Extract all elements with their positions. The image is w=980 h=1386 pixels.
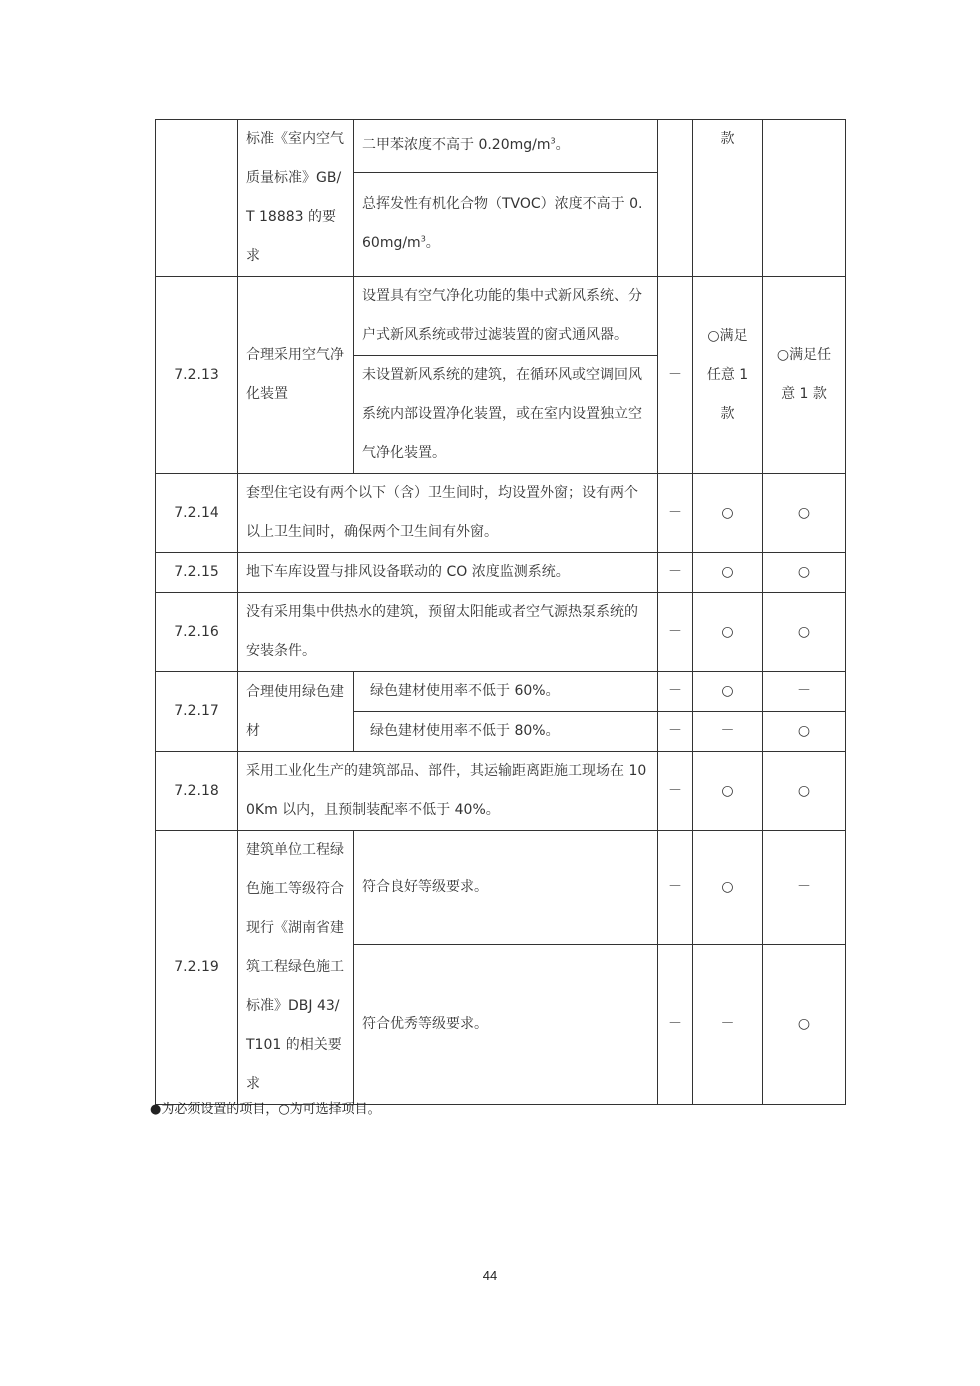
level-two-cell: － <box>763 672 846 712</box>
evaluation-table <box>155 119 846 1105</box>
requirement-cell: 符合良好等级要求。 <box>354 831 658 945</box>
mandatory-cell: － <box>658 474 693 553</box>
clause-number-cell: 7.2.13 <box>156 277 238 474</box>
table-row <box>156 831 846 945</box>
table-row <box>156 672 846 712</box>
mandatory-cell: － <box>658 712 693 752</box>
item-name-cell: 建筑单位工程绿色施工等级符合现行《湖南省建筑工程绿色施工标准》DBJ 43/T101 的相关要求 <box>238 831 354 1105</box>
clause-number-cell: 7.2.16 <box>156 593 238 672</box>
clause-number-cell: 7.2.15 <box>156 553 238 593</box>
item-name-cell: 标准《室内空气质量标准》GB/T 18883 的要求 <box>238 120 354 277</box>
page-number: 44 <box>482 1268 498 1283</box>
level-one-cell: ○ <box>693 672 763 712</box>
table-row <box>156 277 846 356</box>
requirement-cell: 设置具有空气净化功能的集中式新风系统、分户式新风系统或带过滤装置的窗式通风器。 <box>354 277 658 356</box>
mandatory-cell: － <box>658 752 693 831</box>
clause-number-cell <box>156 120 238 277</box>
level-two-cell: ○ <box>763 752 846 831</box>
requirement-cell: 套型住宅设有两个以下（含）卫生间时，均设置外窗；设有两个以上卫生间时，确保两个卫生间有外窗。 <box>238 474 658 553</box>
level-one-cell: － <box>693 944 763 1104</box>
requirement-cell: 二甲苯浓度不高于 $0.20mg/m^3$。 <box>354 120 658 173</box>
requirement-cell: 没有采用集中供热水的建筑，预留太阳能或者空气源热泵系统的安装条件。 <box>238 593 658 672</box>
level-one-cell: 款 <box>693 120 763 277</box>
table-footnote: ●为必须设置的项目，○为可选择项目。 <box>150 1102 381 1117</box>
mandatory-cell: － <box>658 593 693 672</box>
level-two-cell: － <box>763 831 846 945</box>
level-two-cell: ○ <box>763 593 846 672</box>
table-row <box>156 120 846 173</box>
clause-number-cell: 7.2.17 <box>156 672 238 752</box>
mandatory-cell: － <box>658 831 693 945</box>
mandatory-cell: － <box>658 672 693 712</box>
level-one-cell: － <box>693 712 763 752</box>
mandatory-cell: － <box>658 277 693 474</box>
level-two-cell: ○ <box>763 474 846 553</box>
item-name-cell: 合理采用空气净化装置 <box>238 277 354 474</box>
requirement-cell: 绿色建材使用率不低于 80%。 <box>354 712 658 752</box>
requirement-cell: 总挥发性有机化合物（TVOC）浓度不高于 $0.60mg/m^3$。 <box>354 172 658 276</box>
level-one-cell: ○ <box>693 553 763 593</box>
mandatory-cell: － <box>658 553 693 593</box>
table-row <box>156 553 846 593</box>
level-two-cell <box>763 120 846 277</box>
requirement-cell: 符合优秀等级要求。 <box>354 944 658 1104</box>
level-two-cell: ○ <box>763 712 846 752</box>
table-row <box>156 474 846 553</box>
level-two-cell: ○ <box>763 944 846 1104</box>
clause-number-cell: 7.2.19 <box>156 831 238 1105</box>
clause-number-cell: 7.2.14 <box>156 474 238 553</box>
level-one-cell: ○ <box>693 593 763 672</box>
table-row <box>156 593 846 672</box>
requirement-cell: 绿色建材使用率不低于 60%。 <box>354 672 658 712</box>
level-one-cell: ○ <box>693 831 763 945</box>
mandatory-cell: － <box>658 944 693 1104</box>
level-two-cell: ○ <box>763 553 846 593</box>
table-row <box>156 752 846 831</box>
requirement-cell: 地下车库设置与排风设备联动的 CO 浓度监测系统。 <box>238 553 658 593</box>
level-two-cell: ○满足任意 1 款 <box>763 277 846 474</box>
clause-number-cell: 7.2.18 <box>156 752 238 831</box>
level-one-cell: ○ <box>693 474 763 553</box>
level-one-cell: ○满足任意 1 款 <box>693 277 763 474</box>
mandatory-cell <box>658 120 693 277</box>
level-one-cell: ○ <box>693 752 763 831</box>
item-name-cell: 合理使用绿色建材 <box>238 672 354 752</box>
requirement-cell: 未设置新风系统的建筑，在循环风或空调回风系统内部设置净化装置，或在室内设置独立空气净化装置。 <box>354 356 658 474</box>
requirement-cell: 采用工业化生产的建筑部品、部件，其运输距离距施工现场在 100Km 以内，且预制装配率不低于 40%。 <box>238 752 658 831</box>
